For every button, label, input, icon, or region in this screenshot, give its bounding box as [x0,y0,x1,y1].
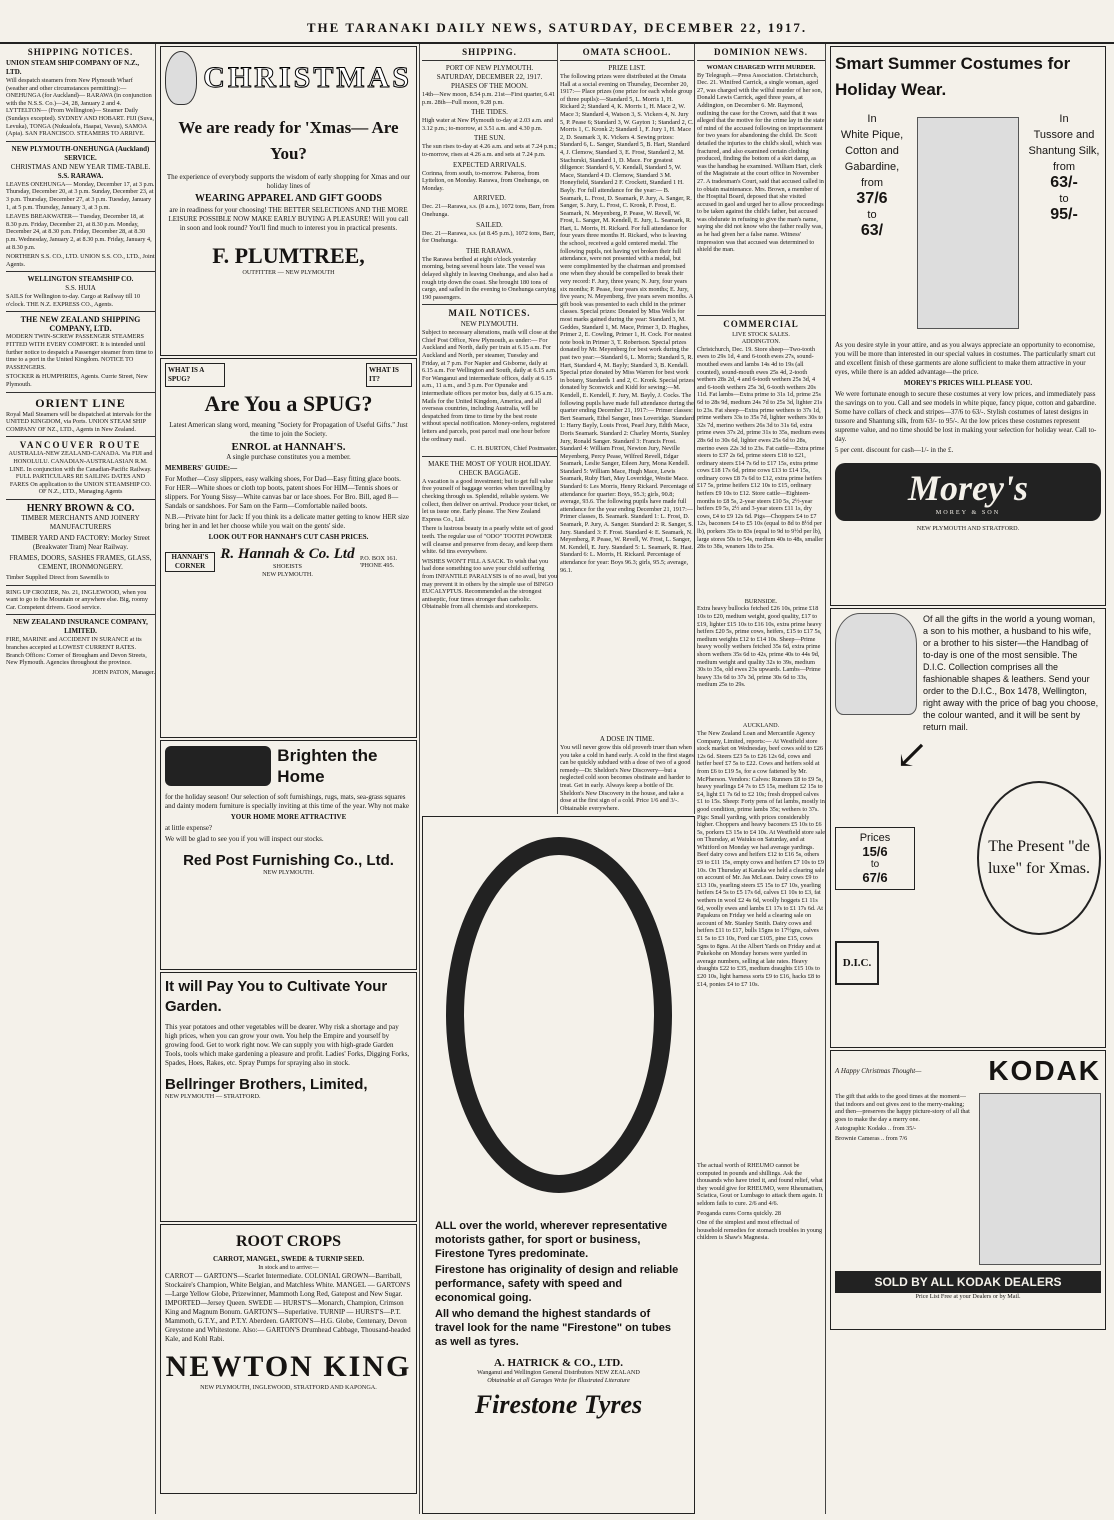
column-morey-dic-kodak [828,44,1108,1514]
kodak-logo: KODAK [988,1055,1101,1086]
port-date: SATURDAY, DECEMBER 22, 1917. [436,73,543,81]
rarawa-news-title: THE RARAWA. [466,246,513,255]
kodak-illustration [979,1093,1101,1265]
handbag-illustration [835,613,917,715]
left-in: In [867,113,877,125]
mail-text: Subject to necessary alterations, mails will close at the Chief Post Office, New Plymouth, as under:— For Auckland and North, daily per train at 6.15 a.m. For Auckland and North, per steamer, Tuesday and Friday, at 7 p.m. For Napier and Gisborne, daily at 6.15 a.m. For Wellington and South, daily at 6.15 a.m. For Wanganui and intermediate offices, daily at 6.15 a.m., 11 a.m., and 3 p.m. For Opunake and intermediate offices per motor bus, daily at 6.15 a.m. Mails for the United Kingdom, America, and all overseas countries, including Australia, will be despatched from time to time by the best route without special notification. Money-orders, registered letters and parcels, post parcel mail one hour before the ordinary mail. [422,329,557,443]
moon-text: 14th—New moon, 8.54 p.m. 21st—First quarter, 6.41 p.m. 28th—Full moon, 9.28 p.m. [422,91,556,106]
hannah-corner: HANNAH'S CORNER [165,552,215,572]
huia-title: S.S. HUIA [65,284,96,293]
dominion-title: DOMINION NEWS. [713,47,808,57]
wellington-title: WELLINGTON STEAMSHIP CO. [27,275,134,284]
tides-title: THE TIDES. [471,108,508,117]
prize-list-text: The following prizes were distributed at the Omata Hall at a social evening on Thursday, December 20, 1917:— Place prizes (one prize for each whole group of three pupils):—Standard 5, L. Morris 1, H. Rickard 2; Standard 4, K. Morris 1, H. Mace 2, W. Mace 3; Standard 4, Watson 3, S. Vickers 4, N. Jury 5, P. Pease 6; Standard 3, W. Gayton 1; Standard 2, C. Morris 1, C. Kronk 2; Standard 1, F. Jury 1, H. Mace 2, D. Seamark 3, K. Vickers 4. Sewing prizes: Standard 6, L. Sanger, Standard 5, B. Hart, Standard 4, J. Clemow, Standard 3, E. Frost, Standard 2, M. Stachurski, Standard 1, D. Mace. For greatest diligence: Standard 6, V. Kendall, Standard 5, W. Mace, Standard 4 D. Clemow, Standard 3 M. Honeyfield, Standard 2 F. Crockett, Standard 1 H. Bayly. For full attendance for the year:— B. Seamark, L. Frost, D. Seamark, P. Jury, A. Sanger, R. Sanger, S. Jury, L. Frost, C. Kronk, F. Frost, E. Seamark, N. Meyenberg, P. Pease, W. Revell, W. Frost, L. Sanger, M. Kendell, E. Jury, L. Seamark, R. Hart, L. Morris, H. Rickard. For full attendance for four years three months H. Rickard, who is leaving the school, received a gold centered medal. The following pupils, not having yet broken their full attendance, were not presented with a medal, but were complimented by the chairman and promised one when they should be compelled to break their very record: F. Jury, three years; N. Jury, four years six months; P. Pease, four years six months; E. Jury, five years; N. Meyenberg, five years seven months. A gift book was presented to each child in the primer classes. Special prizes: Donated by Miss Wells for most marks gained during the year: Standard 3, M. Geddes, Standard 1, M. Mace, Primer 3, D. Hughes, Primer 2, E. Cowling, Primer 1, H. Cock. For neatest note book in Primer 3, T. Robertson. Special prizes donated by Mr. Meyenberg for best work during the past two year:—Standard 6, L. Morris; Standard 5, R. Hart, Standard 4, M. Bayly; Standard 3, B. Kendall. Special prize donated by Miss Warren for best work in botany, Standards 1 and 2, C. Kronk. Special prizes donated by Sconwick and Kidd for sewing:—M. Kendell, E. Kendell, F. Jury, M. Bayly, J. Cocks. The following pupils have made full attendance during the quarter ending December 21, 1917:— Primer classes: Bert Seamark, Ethel Sanger, Ines Loveridge. Standard 1: Harry Bayly, Louis Frost, Pearl Jury, Edith Mace, Doris Seamark. Standard 2: Charley Morris, Stanley Jury, Ronald Sanger. Standard 3: Francis Frost. Standard 4: William Frost, Newton Jury, Neville Meyenberg, Percy Pease, Wilfred Revell, Edgar Seamark, Leslie Sanger, Eileen Jury, Mona Kendell. Standard 5: William Mace, Hugh Mace, Lewis Seamark, Ruby Hart, May Loveridge, Westie Mace. Standard 6: Les Morris, Henry Rickard. Percentage of attendance for quarter: Boys, 95.3; girls, 90.8; average, 93.6. The following pupils have made full attendance for the year ending December 21, 1917:— Primer classes, B. Seamark. Standard 1: L. Frost, D. Seamark, P. Jury, A. Sanger. Standard 2: R. Sanger, S. Jury. Standard 3: F. Frost. Standard 4: E. Seamark, N. Meyenberg, P. Pease, W. Revell, W. Frost, L. Sanger, M. Kendell, E. Jury. Standard 5: L. Seamark, R. Hast. Standard 6: L. Morris, H. Rickard. Percentage of attendance for year: Boys 96.3; girls, 95.5; average, 96.1. [560,73,694,574]
arrived-text: Dec. 21—Rarawa, s.s. (8 a.m.), 1072 tons, Barr, from Onehunga. [422,203,555,218]
newton-king-name: NEWTON KING [165,1349,412,1383]
spug-headline: Are You a SPUG? [204,391,373,416]
woman-text: By Telegraph.—Press Association. Christchurch, Dec. 21. Winifred Carrick, a single woman, aged 27, was charged with the wilful murder of her son, Donald Lewis Carrick, aged three years, at Addington, on December 6. Mr. Raymond, outlining the case for the Crown, said that it was alleged that the motive for the crime lay in the state of mind of the accused following on imprisonment for two years for abandoning the child. Dr. Scott detailed the injuries to the child's skull, which was fractured, and also examined certain clothing produced, finding the bottom of a skirt damp, as was the handbag he examined. William Hart, clerk of the Magistrate at the court office in November 27. A tradesman's Court, said that accused called in to obtain maintenance. Mrs. Brown, a member of the Hospital Board, deposed that she visited accused in gaol and urged her to allow proceedings to be taken against the child's father, but accused was obdurate in refusing to give the man's name, saying she did not know who the father really was, as he had given her a false name. Witness' impression was that accused was determined to shield the man. [697,71,825,254]
right-in: In [1059,113,1069,125]
hatrick-sub: Wanganui and Wellington General Distributors NEW ZEALAND [477,1369,640,1376]
autographic: Autographic Kodaks .. from 35/- [835,1125,917,1133]
column-dominion-news [697,44,826,1514]
morey-please: MOREY'S PRICES WILL PLEASE YOU. [903,379,1033,387]
mail-notices-title: MAIL NOTICES. [448,308,531,319]
hannah-np: NEW PLYMOUTH. [262,570,313,578]
commercial-title: COMMERCIAL [723,318,799,329]
brownie: Brownie Cameras .. from 7/6 [835,1134,908,1142]
prices-label: Prices [859,831,891,844]
christmas-banner: CHRISTMAS [203,61,412,94]
tides-text: High water at New Plymouth to-day at 2.03 a.m. and 3.12 p.m.; to-morrow, at 3.51 a.m. and 4.30 p.m. [422,117,553,132]
timber-merchants: TIMBER MERCHANTS AND JOINERY MANUFACTURERS [21,513,140,531]
plumtree-ad [160,46,417,356]
morey-ad [830,46,1106,606]
burton-postmaster: C. H. BURTON, Chief Postmaster. [470,445,557,453]
price-high: 67/6 [862,869,888,885]
root-crops-sub2: In stock and to arrive:— [258,1264,319,1271]
mail-np: NEW PLYMOUTH. [460,320,519,329]
garden-headline: It will Pay You to Cultivate Your Garden. [165,978,388,1015]
nb-hint: N.B.—Private hint for Jack: If you think its a delicate matter getting to know HER size bring her in and let her choose while you wait on the gents' side. [165,513,409,530]
dic-text: Of all the gifts in the world a young woman, a son to his mother, a husband to his wife, or a brother to his sister—the Handbag of to-day is one of the most sensible. The D.I.C. Collection comprises all the fashionable shapes & leathers. Send your order to the D.I.C., Box 1478, Wellington, right away with the price of bag you choose, the colour wanted, and it will be sent by return mail. [923,614,1099,732]
root-crops-title: ROOT CROPS [235,1233,342,1250]
moon-title: PHASES OF THE MOON. [451,82,528,90]
firestone-ad [422,816,695,1514]
xmas-text: The experience of everybody supports the wisdom of early shopping for Xmas and our holiday lines of [166,173,411,190]
spug-sub: A single purchase constitutes you a member. [226,453,351,461]
guide-list: For Mother—Cosy slippers, easy walking shoes, For Dad—Easy fitting glace boots. For HER—White shoes or cloth top boots, patent shoes For HIM—Tennis shoes or slippers. For Young Sissy—White canvas bar or lace shoes. For Bro. Bill, aged 8—Sandals or sandshoes. For Sam on the Farm—Comfortable nailed boots. [165,475,401,510]
stocker-agents: STOCKER & HUMPHRIES, Agents. Currie Street, New Plymouth. [6,373,148,389]
henry-brown-title: HENRY BROWN & CO. [26,502,135,514]
pobox: P.O. BOX 161. 'PHONE 495. [359,554,398,570]
xmas-timetable: CHRISTMAS AND NEW YEAR TIME-TABLE. [10,162,151,171]
firestone-p2: Firestone has originality of design and reliable performance, safety with speed and economical going. [435,1264,679,1304]
corns-text: Peoganda cures Corns quickly. [697,1209,774,1217]
arrow-icon: ↙ [895,732,929,777]
arrived-title: ARRIVED. [473,194,506,203]
expected-text: Corinna, from south, to-morrow. Paheroa, from Lyttelton, on Monday. Rarawa, from Onehunga, on Monday. [422,169,549,192]
spug-question-right: WHAT IS IT? [366,363,412,387]
wearing-apparel: WEARING APPAREL AND GIFT GOODS [195,193,382,204]
wishes-text: WISHES WON'T FILL A SACK. To wish that you had done something too save your child suffering from INFANTILE PARALYSIS is of no avail, but you may prevent it in others by the simple use of BINGO EUCALYPTUS. Recommended as the strongest antiseptic, four times stronger than carbolic. Obtainable from all chemists and storekeepers. [422,557,557,611]
insurance-text: FIRE, MARINE and ACCIDENT IN SURANCE at its branches accepted at LOWEST CURRENT RATES. Branch Offices: Corner of Brougham and Devon Streets, New Plymouth. Agencies throughout the province. [6,636,147,667]
spug-text: Latest American slang word, meaning "Society for Propagation of Useful Gifts." Just the time to join the Society. [169,421,408,438]
nzsc-title: THE NEW ZEALAND SHIPPING COMPANY, LTD. [20,315,141,334]
column-advertisements [158,44,420,1514]
addington-title: ADDINGTON. [741,338,781,346]
brighten-text: for the holiday season! Our selection of soft furnishings, rugs, mats, sea-grass squares and dainty modern furniture is specially inviting at this time of the year. Why not make [165,793,410,810]
right-price: 63/- [1050,174,1078,191]
check-baggage: CHECK BAGGAGE. [458,468,521,477]
firestone-obtain: Obtainable at all Garages Write for Illustrated Literature [487,1376,630,1384]
left-materials: White Pique, Cotton and Gabardine, from [840,129,904,189]
shipping-notices-title: SHIPPING NOTICES. [27,47,134,57]
kodak-pricelist: Price List Free at your Dealers or by Mail. [915,1293,1021,1300]
newton-king-sub: NEW PLYMOUTH, INGLEWOOD, STRATFORD AND KAPONGA. [200,1383,377,1391]
kodak-text: The gift that adds to the good times at the moment—that indoors and out gives zest to the merry-making; and then—preserves the happy picture-story of all that goes to make the day a merry one. [835,1093,970,1123]
left-price-2: 63/ [860,222,884,239]
firestone-p3: All who demand the highest standards of travel look for the name "Firestone" on tubes as well as tyres. [435,1308,671,1348]
auckland-title: AUCKLAND. [742,722,780,730]
timber-supplied: Timber Supplied Direct from Sawmills to [6,573,110,581]
bellringer-sub: NEW PLYMOUTH — STRATFORD. [165,1093,261,1100]
leaves-breakwater: LEAVES BREAKWATER— Tuesday, December 18, at 8.30 p.m. Friday, December 21, at 8.30 p.m. Monday, December 24, at 8.30 p.m. Friday, December 28, at 8.30 p.m. Wednesday, January 2, at 8.30 p.m. Friday, January 4, at 8.30 p.m. [6,213,152,251]
price-low: 15/6 [862,843,888,859]
addington-text: Christchurch, Dec. 19. Store sheep—Two-tooth ewes to 29s 1d, 4 and 6-tooth ewes 27s, sound-mouthed ewes and lambs 14s 4d to 19s (all counted), sound-mouth ewes 25s 4d, 2-tooth wethers 28s 2d, 4 and 6-tooth wethers 25s 3d, 4 and 6-tooth wethers 25s 3d, 6-tooth wethers 20s 11d. Fat lambs—Extra prime to 31s 1d, prime 25s 6d to 28s 9d, medium 24s 7d to 25s 3d, lighter 21s to 23s. Fat sheep—Extra prime wethers to 37s 1d, prime wethers 33s to 35s 7d, lighter wethers 30s to 32s 7d, merino wethers 26s 3d to 31s 6d, extra prime ewes 37s 2d, prime 31s to 35s, medium ewes 28s 6d to 30s 6d, lighter ewes 25s 6d to 28s, merino ewes 22s 3d to 23s. Fat cattle—Extra prime steers to £37 2s 6d, prime steers £18 to £21, ordinary steers £14 7s 6d to £17 15s, extra prime cows £18 17s 6d, prime cows £13 to £14 15s, ordinary cows £8 7s 6d to £12, extra prime heifers £17 5s, prime heifers £12 10s to £15, ordinary heifers £9 10s to £12. Store cattle—Eighteen-months to £8 5s, 2-year steers £10 5s, 2½-year heifers £9 5s, 2½ and 3-year steers £11 1s, dry cows, £4 to £9 12s 6d. Pigs—Choppers £4 to £7 12s, baconers £4 to £5 10s (equal to 8d to 8½d per lb), porkers 35s to 83s (equal to 9d to 9½d per lb), large stores 50s to 54s, medium 40s to 48s, smaller 28s to 38s, weaners 18s to 25s. [697,345,825,551]
morey-logo: Morey's [908,468,1028,508]
expected-title: EXPECTED ARRIVALS. [453,160,526,169]
dic-logo: D.I.C. [835,941,879,985]
dose-title: A DOSE IN TIME. [599,735,655,743]
np-onehunga-title: NEW PLYMOUTH-ONEHUNGA (Auckland) SERVICE. [11,144,150,162]
magnesia-text: One of the simplest and most effectual of household remedies for stomach troubles in young children is Shaw's Magnesia. [697,1219,823,1242]
right-to: to [1059,193,1069,205]
kodak-tag: A Happy Christmas Thought— [835,1066,922,1075]
rarawa-title: S.S. RARAWA. [57,171,104,180]
column-shipping-notices [6,44,156,1514]
plumtree-sub: OUTFITTER — NEW PLYMOUTH [242,269,335,276]
ready-headline: We are ready for 'Xmas— Are You? [178,118,399,163]
livestock-title: LIVE STOCK SALES. [732,330,790,338]
column-shipping [422,44,558,814]
left-price: 37/6 [856,190,888,207]
shipping-title: SHIPPING. [462,47,517,57]
redpost-name: Red Post Furnishing Co., Ltd. [183,852,394,869]
xmas-text-2: are in readiness for your choosing! THE BETTER SELECTIONS AND THE MORE LEISURE POSSIBLE NOW MAKE EARLY BUYING A PLEASURE! Will you call in soon and look round? You'll find much to interest you in practical presents. [168,206,409,232]
vancouver-title: VANCOUVER ROUTE [19,440,142,451]
rarawa-news-text: The Rarawa berthed at eight o'clock yesterday morning, being several hours late. The vessel was delayed slightly in leaving Onehunga, and also had a rough trip down the coast. She brought 180 tons of cargo, and sailed in the evening to Onehunga carrying 190 passengers. [422,255,556,301]
redpost-ad [160,740,417,970]
sailed-text: Dec. 21—Rarawa, s.s. (at 8.45 p.m.), 1072 tons, Barr, for Onehunga. [422,229,556,245]
members-guide: MEMBERS' GUIDE:— [165,464,238,472]
prize-list-title: PRIZE LIST. [608,64,646,72]
union-title: UNION STEAM SHIP COMPANY OF N.Z., LTD. [6,59,140,76]
union-text: Will despatch steamers from New Plymouth Wharf (weather and other circumstances permitting):— ONEHUNGA (for Auckland)— RARAWA (in conjunction with the N.S.S. Co.)—24, 28, January 2 and 4. LYTTELTON— (From Wellington)— Steamer Daily (Sundays excepted). SYDNEY AND HOBART. FIJI (Suva, Levuka), TONGA (Nukualofa, Haapai, Vavau), SAMOA (Apia). SAN FRANCISCO. STEAMERS TO ARRIVE. [6,77,154,138]
column-omata-school [560,44,695,814]
burnside-text: Extra heavy bullocks fetched £26 10s, prime £18 10s to £20, medium weight, good quality, £17 to £19, lighter £15 10s to £16 10s, extra prime heavy heifers £20 5s, prime cows, heifers, £15 to £17 5s, medium weights £12 to £14 10s. Sheep—Prime heavy woolly wethers fetched 35s 6d, extra prime shorn wethers 35s 6d to 42s, prime 40s to 44s 9d, medium weight and quality 32s to 39s, medium 30s to 35s, old ewes 23s upwards. Lambs—Prime heavy 33s 6d to 37s 3d, prime 30s 6d to 33s, medium 25s to 29s. [697,605,822,689]
plumtree-name: F. PLUMTREE, [212,243,365,268]
holiday-title: MAKE THE MOST OF YOUR HOLIDAY. [428,459,551,468]
redpost-np: NEW PLYMOUTH. [263,869,314,876]
hatrick-agent: A. HATRICK & CO., LTD. [494,1357,623,1369]
orient-title: ORIENT LINE [35,395,126,410]
enrol-hannah: ENROL at HANNAH'S. [231,441,346,453]
hannah-shoeists: SHOEISTS [273,563,302,570]
bellringer-ad [160,972,417,1222]
vancouver-text: AUSTRALIA-NEW ZEALAND-CANADA. Via FIJI and HONOLULU. CANADIAN-AUSTRALASIAN R.M. LINE. In conjunction with the Canadian-Pacific Railway. FULL PARTICULARS RE SAILING DATES AND FARES On application to the UNION STEAMSHIP CO. OF N.Z., LTD., Managing Agents [8,450,153,496]
timber-yard: TIMBER YARD AND FACTORY: Morley Street (Breakwater Tram) Near Railway. [11,533,150,551]
leaves-onehunga: LEAVES ONEHUNGA— Monday, December 17, at 3 p.m. Thursday, December 20, at 3 p.m. Sunday, December 23, at 3 p.m. Thursday, December 27, at 3 p.m. Tuesday, January 1, at 5 p.m. Thursday, January 3, at 3 p.m. [6,180,155,211]
odo-text: There is lustrous beauty in a pearly white set of good teeth. The regular use of "ODO" TOOTH POWDER will cleanse and preserve from decay, and keep them white. 6d tins everywhere. [422,525,554,556]
sun-text: The sun rises to-day at 4.26 a.m. and sets at 7.24 p.m.; to-morrow, rises at 4.26 a.m. and sets at 7.24 p.m. [422,143,557,158]
dic-ad [830,608,1106,1048]
dose-text: You will never grow this old proverb truer than when you take a cold in hand early. A cold in the first stages can be quickly subdued with a dose of two of a good remedy—Dr. Sheldon's New Discovery—but a neglected cold soon becomes obstinate and harder to treat. Get in early. Always keep a bottle of Dr. Sheldon's New Discovery in the house, and take a dose at the first sign of a cold. Price 1/6 and 3/-. Obtainable everywhere. [560,744,694,812]
crozier-ad: RING UP CROZIER, No. 21, INGLEWOOD, when you want to go to the Mountain or anywhere else. Big, roomy Car. Competent drivers. Good service. [6,588,148,611]
home-attractive: YOUR HOME MORE ATTRACTIVE [230,813,347,821]
morey-son: MOREY & SON [935,509,1001,516]
home-attractive-2: at little expense? [165,824,213,832]
sailed-title: SAILED. [476,220,503,229]
brighten-headline: Brighten the Home [277,746,378,786]
newton-king-ad [160,1224,417,1494]
right-materials: Tussore and Shantung Silk, from [1028,129,1100,173]
omata-school-title: OMATA SCHOOL. [582,47,672,57]
discount-text: 5 per cent. discount for cash—1/- in the £. [835,446,954,454]
lookout: LOOK OUT FOR HANNAH'S CUT CASH PRICES. [208,533,369,541]
masthead: THE TARANAKI DAILY NEWS, SATURDAY, DECEMBER 22, 1917. [0,20,1114,44]
glad-text: We will be glad to see you if you will inspect our stocks. [165,835,324,843]
frames-doors: FRAMES, DOORS, SASHES FRAMES, GLASS, CEMENT, IRONMONGERY. [9,553,152,571]
port-title: PORT OF NEW PLYMOUTH. [445,64,534,72]
morey-np: NEW PLYMOUTH AND STRATFORD. [916,524,1020,532]
paton-manager: JOHN PATON, Manager. [92,668,155,676]
firestone-headline: ALL over the world, wherever representative motorists gather, for sport or business, Firestone Tyres predominate. [435,1220,668,1260]
sun-title: THE SUN. [473,134,506,143]
kodak-ad [830,1050,1106,1330]
hannah-ad [160,358,417,738]
northern-agents: NORTHERN S.S. CO., LTD. UNION S.S. CO., LTD., Joint Agents. [6,253,155,268]
firestone-logo: Firestone Tyres [474,1390,643,1420]
burnside-title: BURNSIDE. [744,597,778,605]
woman-title: WOMAN CHARGED WITH MURDER. [706,64,816,71]
holiday-text: A vacation is a good investment; but to get full value free yourself of baggage worries when travelling by checking through us. Splendid, reliable system. We collect, then deliver on arrival. Produce your ticket, or let us issue one. Early please. The New Zealand Express Co., Ltd. [422,477,557,523]
nzsc-text: MODERN TWIN-SCREW PASSENGER STEAMERS FITTED WITH EVERY COMFORT. It is intended until further notice to despatch a Passenger steamer from time to time to a port in the United Kingdom. NOTICE TO PASSENGERS. [6,333,153,371]
root-crops-list: CARROT — GARTON'S—Scarlet Intermediate. COLONIAL GROWN—Barriball, Stockaire's Champion, White Belgian, and Matchless White. MANGEL — GARTON'S—Large Yellow Globe, Prizewinner, Mammoth Long Red, Gatepost and New Sugar. IMPORTED—Jersey Queen. SWEDE — HURST'S—Monarch, Champion, Crimson King and Magnum Bonum. GARTON'S—Superlative. TURNIP — HURST'S—P.T. Mammoth, G.T.Y., and P.T.Y. Aberdeen. GARTON'S—H.G. Globe, Centenary, Devon Greystone and Whitestone. Also:— GARTON'S Drumhead Cabbage, Thousand-headed Kale, and Kohl Rabi. [165,1271,411,1343]
auckland-text: The New Zealand Loan and Mercantile Agency Company, Limited, reports:— At Westfield store stock market on Wednesday, beef cows sold to £26 12s 6d. Steers £23 5s to £26 12s 6d, cows and heifer beef £7 5s to £22. Cows and heifers sold at from £6 to £19 5s, for a cow fattened by Mr. McPherson. Vendors: Calves: Runners £8 to £9 5s, heavy yearlings £4 7s to £5 15s, medium £2 15s to £4, light £1 7s 6d to £2 10s; fresh dropped calves £1 to 15s. Sheep: Forty pens of fat lambs, mostly in good condition, prime lambs 35s; wethers to 37s. Pigs: Small yarding, with prices considerably higher. Choppers and heavy baconers £5 10s to £6 5s, porkers £3 15s to £4 10s. At Westfield store sale on Thursday, at Waiuku on Saturday, and at Whitford on Monday we had average yardings. Beef dairy cows and heifers £12 to £16 5s, others £9 to £11 15s, empty cows and heifers £7 10s to £9 10s. On Thursday at Karaka we held a clearing sale on account of Mr. Jas McLean. Dairy cows £9 to £13 10s, yearling steers £5 15s to £7 10s, yearling heifers £4 5s to £5 17s 6d, calves £1 10s to £3, fat wethers in wool £2 4s 6d, woolly hoggets £1 11s 6d, woolly ewes and lambs £1 17s to £1 17s 6d. At Papakura on Friday we held a clearing sale on account of Mr. Stanley Smith. Dairy cows and heifers £11 to £17, bulls 15gns to 17½gns, calves £1 5s to £3 10s, Ford car £105, pine £15, cows 5gns to 8gns. At the Albert Yards on Friday and at Pukekohe on Monday horses were yarded in average numbers, selling at late rates. Heavy draughts £22 to £35, medium draughts £15 10s to £20 10s, light harness sorts £9 to £16, hacks £8 to £14, ponies £4 to £7 10s. [697,729,825,988]
costumes-title: Smart Summer Costumes for Holiday Wear. [835,54,1071,99]
root-crops-sub: CARROT, MANGEL, SWEDE & TURNIP SEED. [212,1255,365,1263]
price-to: to [870,858,880,870]
right-price-2: 95/- [1050,206,1078,223]
garden-text: This year potatoes and other vegetables will be dearer. Why risk a shortage and pay high prices, when you can grow your own. You help the Empire and yourself by growing food. Get to work right now. We can supply you with high-grade Garden Tools, tools which make gardening a pleasure and profit. Ladies' Forks, Digging Forks, Spades, Hoes, Rakes, etc. Spray Pumps for spraying also in stock. [165,1023,410,1067]
sold-by-dealers: SOLD BY ALL KODAK DEALERS [835,1271,1101,1293]
insurance-title: NEW ZEALAND INSURANCE COMPANY, LIMITED. [13,618,148,636]
spug-question-left: WHAT IS A SPUG? [165,363,225,387]
costume-illustration [917,117,1019,329]
costume-text: As you desire style in your attire, and as you always appreciate an opportunity to economise, you will be more than interested in our special values in costumes. The particularly smart cut and excellent finish of these garments are alone sufficient to make them attractive in your eyes, while there is an added advantage—the price. [835,341,1096,376]
hannah-logo: R. Hannah & Co. Ltd [220,546,355,562]
present-de-luxe: The Present "de luxe" for Xmas. [977,781,1101,935]
left-to: to [867,209,877,221]
corns-number: 28 [774,1209,781,1217]
huia-text: SAILS for Wellington to-day. Cargo at Railway till 10 o'clock. THE N.Z. EXPRESS CO., Agents. [6,293,141,308]
lamp-icon [165,746,271,786]
rheumo-text: The actual worth of RHEUMO cannot be computed in pounds and shillings. Ask the thousands who have tried it, and found relief, what they would give for RHEUMO, were Rheumatism, Sciatica, Gout or Lumbago to attack them again. It seldom fails to cure. 2/6 and 4/6. [697,1161,824,1207]
bellringer-name: Bellringer Brothers, Limited, [165,1076,368,1093]
orient-text: Royal Mail Steamers will be dispatched at intervals for the UNITED KINGDOM, via Ports. UNION STEAM SHIP COMPANY OF NZ., LTD., Agents in New Zealand. [6,410,152,433]
santa-icon [165,51,197,105]
tyre-illustration [446,837,672,1193]
morey-text: We were fortunate enough to secure these costumes at very low prices, and immediately pass the savings on to you. Call and see models in white pique, fancy pique, cotton and gabardine. Some have collars of check and stripes—37/6 to 63/-. Stylish costumes of latest designs in tussore and Shantung silk, from 63/- to 95/-. At the low prices these costumes represent supreme value, and no time should be lost in making your selection for holiday wear. Call to-day. [835,390,1097,443]
